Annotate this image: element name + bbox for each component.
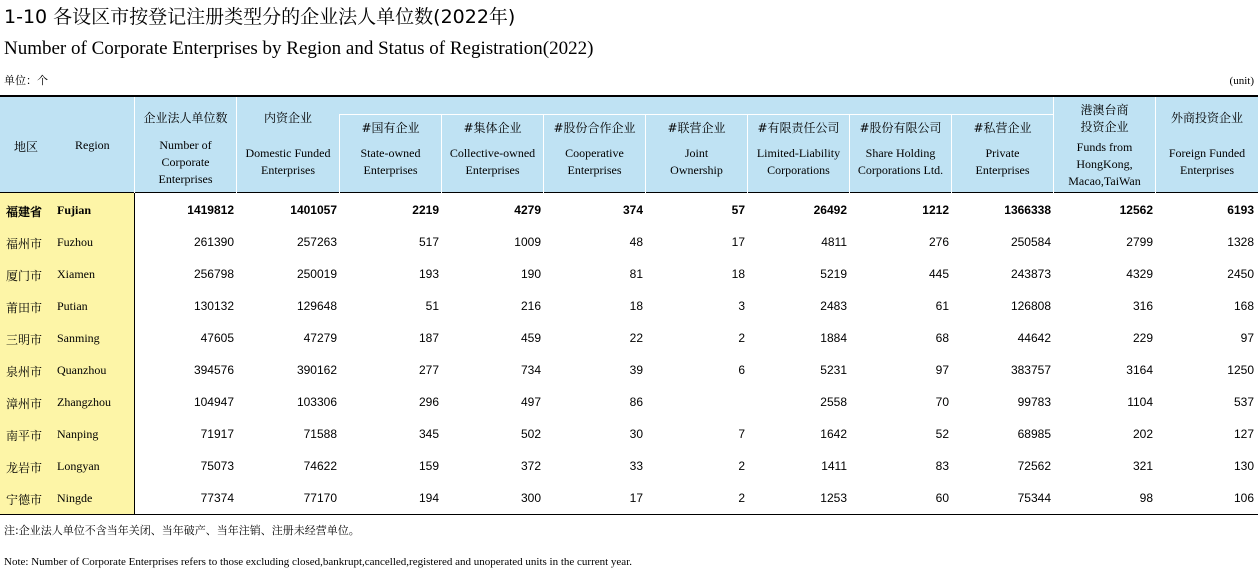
region-name-en: Fujian <box>57 203 92 217</box>
cell-private: 68985 <box>1017 427 1051 441</box>
cell-state: 194 <box>418 491 439 505</box>
cell-collective: 4279 <box>514 203 541 217</box>
cell-foreign: 130 <box>1233 459 1254 473</box>
cell-foreign: 537 <box>1233 395 1254 409</box>
cell-state: 345 <box>418 427 439 441</box>
region-name-en: Sanming <box>57 331 100 345</box>
cell-joint: 2 <box>738 331 745 345</box>
cell-domestic: 257263 <box>296 235 337 249</box>
cell-total: 71917 <box>200 427 234 441</box>
region-name-en: Nanping <box>57 427 99 441</box>
cell-private: 383757 <box>1010 363 1051 377</box>
header-foreign: 外商投资企业 Foreign Funded Enterprises <box>1168 111 1246 177</box>
header-state-owned: #国有企业 State-owned Enterprises <box>360 121 421 177</box>
region-name-cn: 厦门市 <box>6 269 43 283</box>
cell-hmt: 1104 <box>1127 395 1153 409</box>
region-name-cn: 宁德市 <box>6 493 43 507</box>
region-name-en: Longyan <box>57 459 100 473</box>
cell-joint: 2 <box>738 459 745 473</box>
cell-state: 517 <box>418 235 439 249</box>
cell-private: 72562 <box>1017 459 1051 473</box>
cell-llc: 5219 <box>820 267 847 281</box>
cell-state: 296 <box>418 395 439 409</box>
cell-llc: 1411 <box>821 459 847 473</box>
cell-state: 2219 <box>412 203 439 217</box>
cell-share: 83 <box>935 459 949 473</box>
table-row <box>0 354 1258 386</box>
cell-collective: 300 <box>520 491 541 505</box>
cell-joint: 57 <box>731 203 745 217</box>
table-row <box>0 482 1258 514</box>
cell-domestic: 77170 <box>303 491 337 505</box>
cell-share: 276 <box>928 235 949 249</box>
cell-hmt: 321 <box>1132 459 1153 473</box>
cell-llc: 4811 <box>821 235 847 249</box>
footnote-cn: 注:企业法人单位不含当年关闭、当年破产、当年注销、注册未经营单位。 <box>4 524 360 537</box>
cell-domestic: 103306 <box>296 395 337 409</box>
header-cooperative: #股份合作企业 Cooperative Enterprises <box>553 121 636 177</box>
cell-domestic: 250019 <box>296 267 337 281</box>
cell-coop: 39 <box>629 363 643 377</box>
header-domestic: 内资企业 Domestic Funded Enterprises <box>245 111 331 177</box>
cell-hmt: 4329 <box>1126 267 1153 281</box>
region-name-cn: 漳州市 <box>6 397 43 411</box>
cell-coop: 374 <box>622 203 643 217</box>
header-joint: #联营企业 Joint Ownership <box>667 121 726 177</box>
cell-total: 47605 <box>200 331 234 345</box>
cell-total: 394576 <box>193 363 234 377</box>
cell-joint: 3 <box>738 299 745 313</box>
cell-state: 51 <box>425 299 439 313</box>
cell-joint: 6 <box>738 363 745 377</box>
cell-share: 68 <box>935 331 949 345</box>
cell-private: 99783 <box>1017 395 1051 409</box>
cell-domestic: 74622 <box>303 459 337 473</box>
cell-llc: 1642 <box>820 427 847 441</box>
cell-collective: 459 <box>520 331 541 345</box>
region-name-cn: 南平市 <box>6 429 43 443</box>
cell-total: 104947 <box>193 395 234 409</box>
cell-coop: 33 <box>629 459 643 473</box>
cell-state: 187 <box>418 331 439 345</box>
cell-foreign: 168 <box>1233 299 1254 313</box>
cell-share: 70 <box>935 395 949 409</box>
cell-state: 159 <box>418 459 439 473</box>
cell-share: 97 <box>935 363 949 377</box>
cell-collective: 734 <box>520 363 541 377</box>
cell-coop: 86 <box>629 395 643 409</box>
cell-joint: 17 <box>731 235 745 249</box>
cell-hmt: 229 <box>1132 331 1153 345</box>
cell-domestic: 390162 <box>296 363 337 377</box>
cell-foreign: 127 <box>1233 427 1254 441</box>
cell-private: 243873 <box>1010 267 1051 281</box>
cell-collective: 372 <box>520 459 541 473</box>
cell-hmt: 3164 <box>1126 363 1153 377</box>
cell-domestic: 129648 <box>296 299 337 313</box>
cell-share: 52 <box>935 427 949 441</box>
table-row <box>0 226 1258 258</box>
unit-label-cn: 单位：个 <box>4 74 48 87</box>
cell-total: 77374 <box>200 491 234 505</box>
cell-llc: 2558 <box>820 395 847 409</box>
cell-coop: 30 <box>629 427 643 441</box>
region-name-cn: 三明市 <box>6 333 43 347</box>
region-name-cn: 龙岩市 <box>6 461 43 475</box>
header-total: 企业法人单位数 Number of Corporate Enterprises <box>143 111 228 186</box>
cell-joint: 2 <box>738 491 745 505</box>
cell-hmt: 98 <box>1139 491 1153 505</box>
cell-state: 193 <box>418 267 439 281</box>
cell-private: 1366338 <box>1004 203 1051 217</box>
header-private: #私营企业 Private Enterprises <box>973 121 1032 177</box>
region-name-cn: 福建省 <box>6 205 43 219</box>
cell-total: 256798 <box>193 267 234 281</box>
cell-joint: 18 <box>731 267 745 281</box>
table-bottom-border <box>0 514 1258 515</box>
cell-hmt: 12562 <box>1119 203 1153 217</box>
cell-foreign: 6193 <box>1227 203 1254 217</box>
cell-private: 75344 <box>1017 491 1051 505</box>
region-name-cn: 泉州市 <box>6 365 43 379</box>
cell-foreign: 97 <box>1240 331 1254 345</box>
header-region: 地区 Region <box>14 138 110 154</box>
cell-total: 261390 <box>193 235 234 249</box>
cell-collective: 497 <box>520 395 541 409</box>
cell-llc: 26492 <box>813 203 847 217</box>
region-name-en: Quanzhou <box>57 363 107 377</box>
region-name-cn: 莆田市 <box>6 301 43 315</box>
table-title-en: Number of Corporate Enterprises by Region and Status of Registration(2022) <box>4 38 594 59</box>
table-row <box>0 418 1258 450</box>
cell-total: 130132 <box>193 299 234 313</box>
cell-coop: 17 <box>629 491 643 505</box>
cell-llc: 1253 <box>820 491 847 505</box>
cell-share: 445 <box>928 267 949 281</box>
cell-total: 75073 <box>200 459 234 473</box>
cell-foreign: 106 <box>1233 491 1254 505</box>
header-hk-macao-taiwan: 港澳台商 投资企业 Funds from HongKong, Macao,TaiWan <box>1068 103 1141 188</box>
unit-label-en: (unit) <box>1229 75 1254 87</box>
cell-share: 60 <box>935 491 949 505</box>
cell-total: 1419812 <box>187 203 234 217</box>
table-row <box>0 258 1258 290</box>
cell-llc: 5231 <box>820 363 847 377</box>
cell-hmt: 316 <box>1132 299 1153 313</box>
cell-coop: 48 <box>629 235 643 249</box>
table-row <box>0 450 1258 482</box>
cell-coop: 18 <box>629 299 643 313</box>
cell-state: 277 <box>418 363 439 377</box>
footnote-en: Note: Number of Corporate Enterprises refers to those excluding closed,bankrupt,cancelled,registered and unoperated units in the current year. <box>4 556 632 568</box>
header-share-holding: #股份有限公司 Share Holding Corporations Ltd. <box>857 121 944 177</box>
cell-llc: 1884 <box>820 331 847 345</box>
cell-coop: 81 <box>629 267 643 281</box>
table-row <box>0 322 1258 354</box>
region-name-en: Xiamen <box>57 267 95 281</box>
cell-foreign: 1250 <box>1227 363 1254 377</box>
cell-llc: 2483 <box>820 299 847 313</box>
cell-collective: 216 <box>520 299 541 313</box>
cell-foreign: 1328 <box>1227 235 1254 249</box>
cell-share: 61 <box>935 299 949 313</box>
region-name-en: Putian <box>57 299 88 313</box>
table-row <box>0 386 1258 418</box>
cell-private: 126808 <box>1010 299 1051 313</box>
header-collective: #集体企业 Collective-owned Enterprises <box>449 121 536 177</box>
cell-domestic: 71588 <box>303 427 337 441</box>
header-llc: #有限责任公司 Limited-Liability Corporations <box>756 121 841 177</box>
region-name-en: Zhangzhou <box>57 395 111 409</box>
cell-joint: 7 <box>738 427 745 441</box>
cell-hmt: 202 <box>1132 427 1153 441</box>
cell-foreign: 2450 <box>1227 267 1254 281</box>
cell-domestic: 47279 <box>303 331 337 345</box>
region-name-en: Ningde <box>57 491 93 505</box>
cell-hmt: 2799 <box>1126 235 1153 249</box>
table-row <box>0 290 1258 322</box>
table-title-cn: 1-10 各设区市按登记注册类型分的企业法人单位数(2022年) <box>4 6 516 28</box>
cell-domestic: 1401057 <box>290 203 337 217</box>
cell-private: 250584 <box>1010 235 1051 249</box>
cell-coop: 22 <box>629 331 643 345</box>
cell-collective: 502 <box>520 427 541 441</box>
cell-collective: 190 <box>520 267 541 281</box>
region-name-en: Fuzhou <box>57 235 93 249</box>
region-name-cn: 福州市 <box>6 237 43 251</box>
cell-collective: 1009 <box>514 235 541 249</box>
cell-share: 1212 <box>922 203 949 217</box>
table-row <box>0 194 1258 226</box>
cell-private: 44642 <box>1017 331 1051 345</box>
